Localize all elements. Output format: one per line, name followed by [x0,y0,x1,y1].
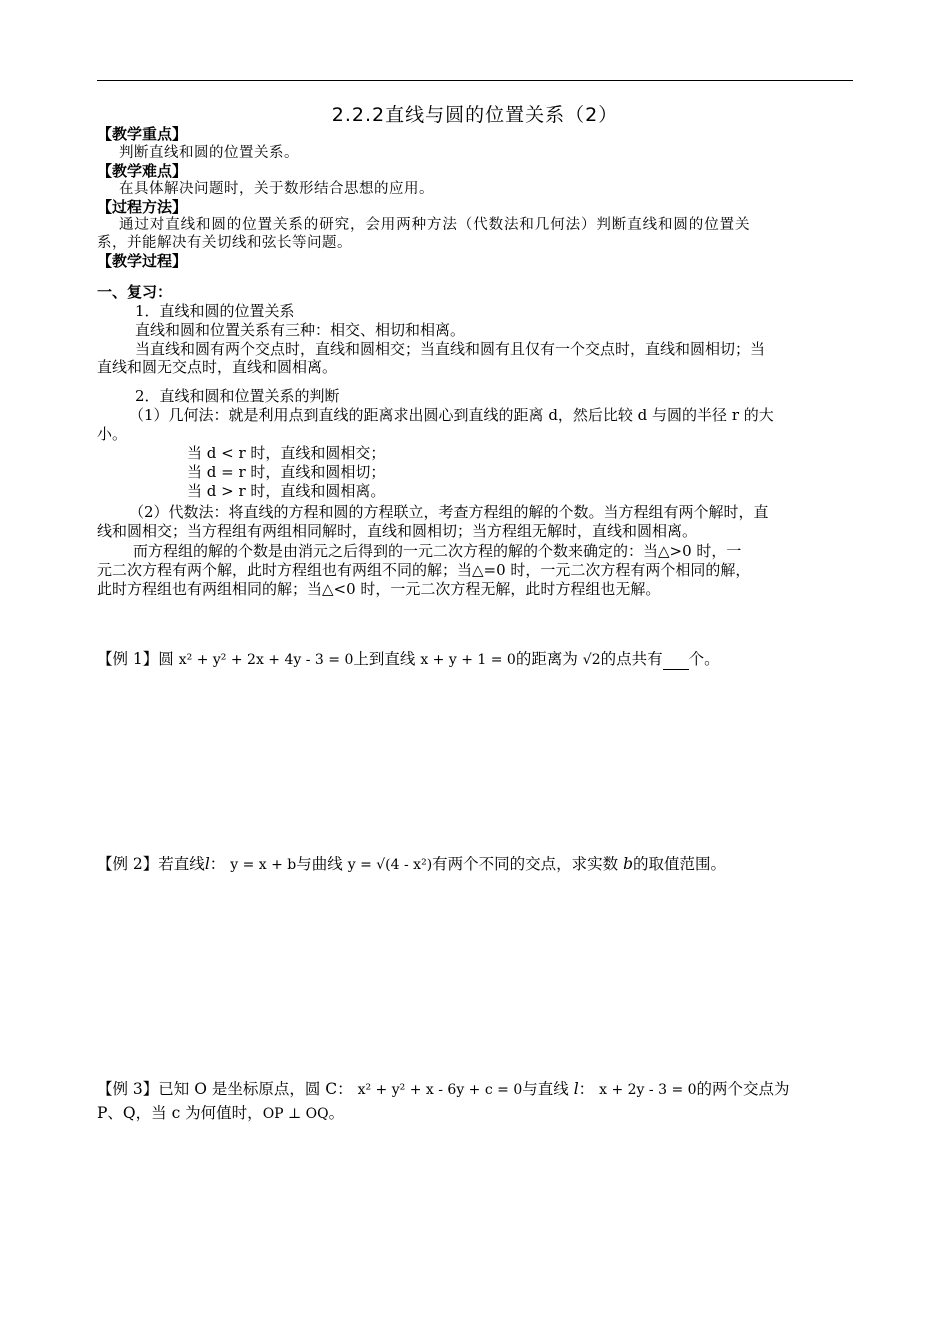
answer-blank [663,655,689,670]
example-3-line-2: P、Q，当 c 为何值时，OP ⊥ OQ。 [97,1104,345,1122]
geometric-case-separate: 当 d > r 时，直线和圆相离。 [187,482,386,500]
review-heading: 一、复习： [97,283,173,301]
geometric-method-2: 小。 [97,425,128,443]
example-3-line-equation: x + 2y - 3 = 0 [599,1082,697,1098]
geometric-method-1: （1）几何法：就是利用点到直线的距离求出圆心到直线的距离 d，然后比较 d 与圆的半径 r 的大 [129,406,774,424]
method-text-1: 通过对直线和圆的位置关系的研究，会用两种方法（代数法和几何法）判断直线和圆的位置关 [119,217,751,233]
focus-text: 判断直线和圆的位置关系。 [119,145,299,161]
difficulty-text: 在具体解决问题时，关于数形结合思想的应用。 [119,181,434,197]
heading-method: 【过程方法】 [97,198,188,216]
algebraic-method-3: 而方程组的解的个数是由消元之后得到的一元二次方程的解的个数来确定的：当△>0 时，一 [133,542,742,560]
geometric-case-intersect: 当 d < r 时，直线和圆相交； [187,444,386,462]
example-2-label: 【例 2】 [97,855,159,873]
algebraic-method-2: 线和圆相交；当方程组有两组相同解时，直线和圆相切；当方程组无解时，直线和圆相离。 [97,522,698,540]
example-3: 【例 3】已知 O 是坐标原点，圆 C： x² + y² + x - 6y + c = 0与直线 l： x + 2y - 3 = 0的两个交点为 [97,1080,790,1098]
example-3-circle-equation: x² + y² + x - 6y + c = 0 [357,1082,523,1098]
heading-focus: 【教学重点】 [97,125,188,143]
example-3-perpendicular-condition: OP ⊥ OQ [262,1106,329,1122]
example-3-label: 【例 3】 [97,1080,159,1098]
algebraic-method-5: 此时方程组也有两组相同的解；当△<0 时，一元二次方程无解，此时方程组也无解。 [97,580,661,598]
heading-difficulty: 【教学难点】 [97,162,188,180]
example-2-curve-equation: y = √(4 - x²) [347,857,433,873]
example-1-distance-value: √2 [582,652,601,668]
algebraic-method-4: 元二次方程有两个解，此时方程组也有两组不同的解；当△=0 时，一元二次方程有两个相同的解， [97,561,751,579]
geometric-case-tangent: 当 d = r 时，直线和圆相切； [187,463,386,481]
item2-title: 2．直线和圆和位置关系的判断 [135,387,340,405]
heading-process: 【教学过程】 [97,252,188,270]
method-text-2: 系，并能解决有关切线和弦长等问题。 [97,235,352,251]
item1-title: 1．直线和圆的位置关系 [135,302,295,320]
example-1: 【例 1】圆 x² + y² + 2x + 4y - 3 = 0上到直线 x + y + 1 = 0的距离为 √2的点共有 个。 [97,650,720,668]
header-rule [97,80,853,81]
example-1-label: 【例 1】 [97,650,159,668]
item1-cases-1: 当直线和圆有两个交点时，直线和圆相交；当直线和圆有且仅有一个交点时，直线和圆相切；当 [135,340,766,358]
algebraic-method-1: （2）代数法：将直线的方程和圆的方程联立，考查方程组的解的个数。当方程组有两个解时，直 [129,503,769,521]
item1-text: 直线和圆和位置关系有三种：相交、相切和相离。 [135,321,466,339]
example-2-line-equation: y = x + b [230,857,297,873]
example-1-circle-equation: x² + y² + 2x + 4y - 3 = 0 [178,652,354,668]
page-title: 2.2.2直线与圆的位置关系（2） [331,104,619,126]
item1-cases-2: 直线和圆无交点时，直线和圆相离。 [97,358,338,376]
example-2: 【例 2】若直线l： y = x + b与曲线 y = √(4 - x²)有两个不同的交点，求实数 b的取值范围。 [97,855,727,873]
example-1-line-equation: x + y + 1 = 0 [420,652,516,668]
